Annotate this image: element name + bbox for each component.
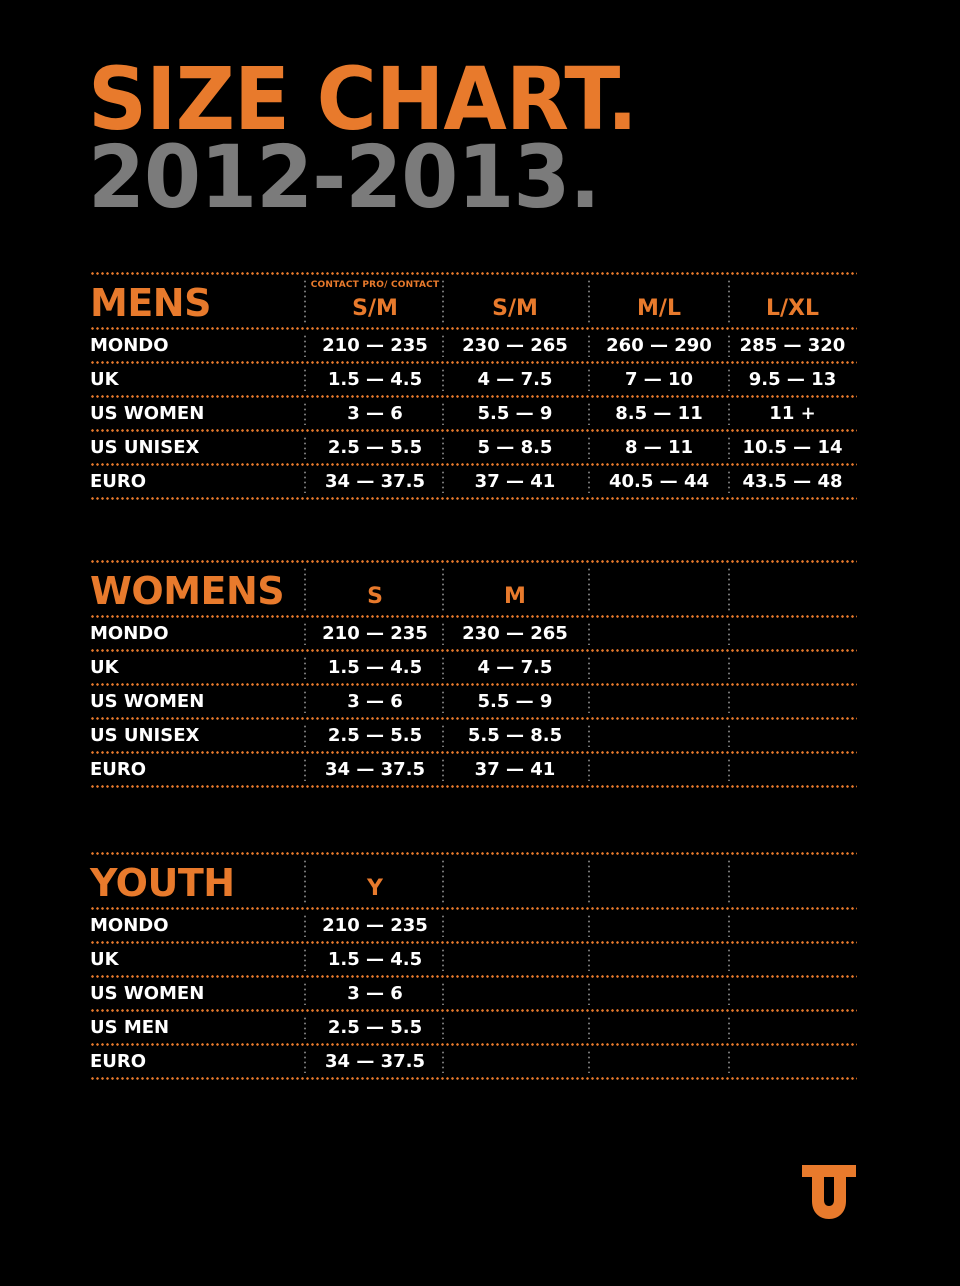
size-cell: 260 — 290 [606, 335, 712, 356]
size-cell [590, 720, 728, 751]
womens-col-1: M [504, 584, 526, 609]
mens-col-1: S/M [492, 296, 538, 321]
mens-col-0-label: S/M [352, 296, 398, 321]
youth-size-table [90, 852, 857, 1080]
row-label: US MEN [90, 1017, 170, 1038]
page-title [88, 50, 637, 228]
size-cell: 2.5 — 5.5 [327, 725, 423, 746]
size-cell [728, 686, 857, 717]
size-cell: 2.5 — 5.5 [327, 437, 423, 458]
mens-size-table [90, 272, 857, 500]
size-cell: 1.5 — 4.5 [327, 949, 423, 970]
union-logo-icon [800, 1163, 858, 1221]
table-row [90, 1012, 857, 1043]
youth-col-3 [728, 855, 857, 907]
row-label: EURO [90, 1051, 147, 1072]
size-cell [590, 1012, 728, 1043]
size-cell: 5.5 — 9 [477, 691, 553, 712]
size-cell [444, 944, 586, 975]
row-label: US UNISEX [90, 437, 200, 458]
row-label: US WOMEN [90, 691, 205, 712]
size-cell: 9.5 — 13 [748, 369, 837, 390]
mens-header-row [90, 275, 857, 327]
table-row [90, 910, 857, 941]
size-cell: 8 — 11 [624, 437, 694, 458]
mens-col-2: M/L [637, 296, 681, 321]
mens-section-title: MENS [90, 281, 211, 325]
table-row [90, 330, 857, 361]
size-cell [590, 754, 728, 785]
size-cell: 1.5 — 4.5 [327, 657, 423, 678]
mens-col-0 [306, 275, 444, 327]
size-cell: 3 — 6 [347, 403, 403, 424]
size-cell: 8.5 — 11 [615, 403, 703, 424]
youth-section-title: YOUTH [90, 861, 235, 905]
size-cell: 7 — 10 [624, 369, 694, 390]
row-label: UK [90, 657, 119, 678]
womens-col-2 [590, 563, 728, 615]
row-label: UK [90, 369, 119, 390]
size-cell [444, 910, 586, 941]
size-cell: 2.5 — 5.5 [327, 1017, 423, 1038]
size-cell: 4 — 7.5 [477, 369, 553, 390]
size-cell [444, 1012, 586, 1043]
table-row [90, 1046, 857, 1077]
size-cell: 40.5 — 44 [609, 471, 709, 492]
title-line-1: SIZE CHART. [88, 50, 637, 151]
table-row [90, 978, 857, 1009]
size-cell [728, 720, 857, 751]
size-cell [590, 910, 728, 941]
title-line-2: 2012-2013. [88, 128, 600, 228]
size-cell: 10.5 — 14 [742, 437, 843, 458]
size-cell: 43.5 — 48 [742, 471, 843, 492]
size-cell [728, 652, 857, 683]
table-row [90, 364, 857, 395]
mens-col-subheader: CONTACT PRO/ CONTACT [310, 280, 440, 290]
size-cell: 285 — 320 [739, 335, 846, 356]
table-row [90, 652, 857, 683]
size-cell [728, 1046, 857, 1077]
table-row [90, 720, 857, 751]
size-cell [590, 618, 728, 649]
size-cell: 4 — 7.5 [477, 657, 553, 678]
size-cell [444, 1046, 586, 1077]
size-cell [728, 618, 857, 649]
womens-size-table [90, 560, 857, 788]
youth-col-1 [444, 855, 586, 907]
row-label: MONDO [90, 915, 169, 936]
size-cell: 34 — 37.5 [325, 759, 425, 780]
table-row [90, 944, 857, 975]
womens-header-row [90, 563, 857, 615]
size-cell: 37 — 41 [474, 759, 556, 780]
row-label: EURO [90, 759, 147, 780]
size-cell [728, 944, 857, 975]
table-row [90, 398, 857, 429]
size-cell [444, 978, 586, 1009]
size-cell: 3 — 6 [347, 691, 403, 712]
table-row [90, 754, 857, 785]
row-label: MONDO [90, 623, 169, 644]
size-cell: 210 — 235 [322, 335, 428, 356]
row-label: EURO [90, 471, 147, 492]
size-cell: 34 — 37.5 [325, 471, 425, 492]
row-label: US WOMEN [90, 983, 205, 1004]
size-cell: 37 — 41 [474, 471, 556, 492]
size-cell: 230 — 265 [462, 623, 568, 644]
size-cell [590, 978, 728, 1009]
size-cell: 210 — 235 [322, 915, 428, 936]
size-cell: 3 — 6 [347, 983, 403, 1004]
womens-col-3 [728, 563, 857, 615]
row-label: UK [90, 949, 119, 970]
size-cell [590, 652, 728, 683]
size-cell: 5 — 8.5 [477, 437, 553, 458]
table-row [90, 618, 857, 649]
mens-col-3: L/XL [765, 296, 820, 321]
size-cell [590, 686, 728, 717]
size-cell [728, 978, 857, 1009]
size-cell: 5.5 — 9 [477, 403, 553, 424]
size-cell: 11 + [769, 403, 816, 424]
row-label: US WOMEN [90, 403, 205, 424]
size-cell: 230 — 265 [462, 335, 568, 356]
size-cell [728, 754, 857, 785]
size-cell [728, 1012, 857, 1043]
size-cell: 210 — 235 [322, 623, 428, 644]
size-cell [728, 910, 857, 941]
womens-col-0: S [367, 584, 383, 609]
youth-col-2 [590, 855, 728, 907]
size-cell [590, 944, 728, 975]
size-cell: 1.5 — 4.5 [327, 369, 423, 390]
table-row [90, 466, 857, 497]
table-row [90, 432, 857, 463]
size-cell: 34 — 37.5 [325, 1051, 425, 1072]
youth-header-row [90, 855, 857, 907]
size-cell: 5.5 — 8.5 [467, 725, 563, 746]
table-row [90, 686, 857, 717]
size-cell [590, 1046, 728, 1077]
womens-section-title: WOMENS [90, 569, 285, 613]
youth-col-0: Y [367, 876, 383, 901]
row-label: US UNISEX [90, 725, 200, 746]
row-label: MONDO [90, 335, 169, 356]
